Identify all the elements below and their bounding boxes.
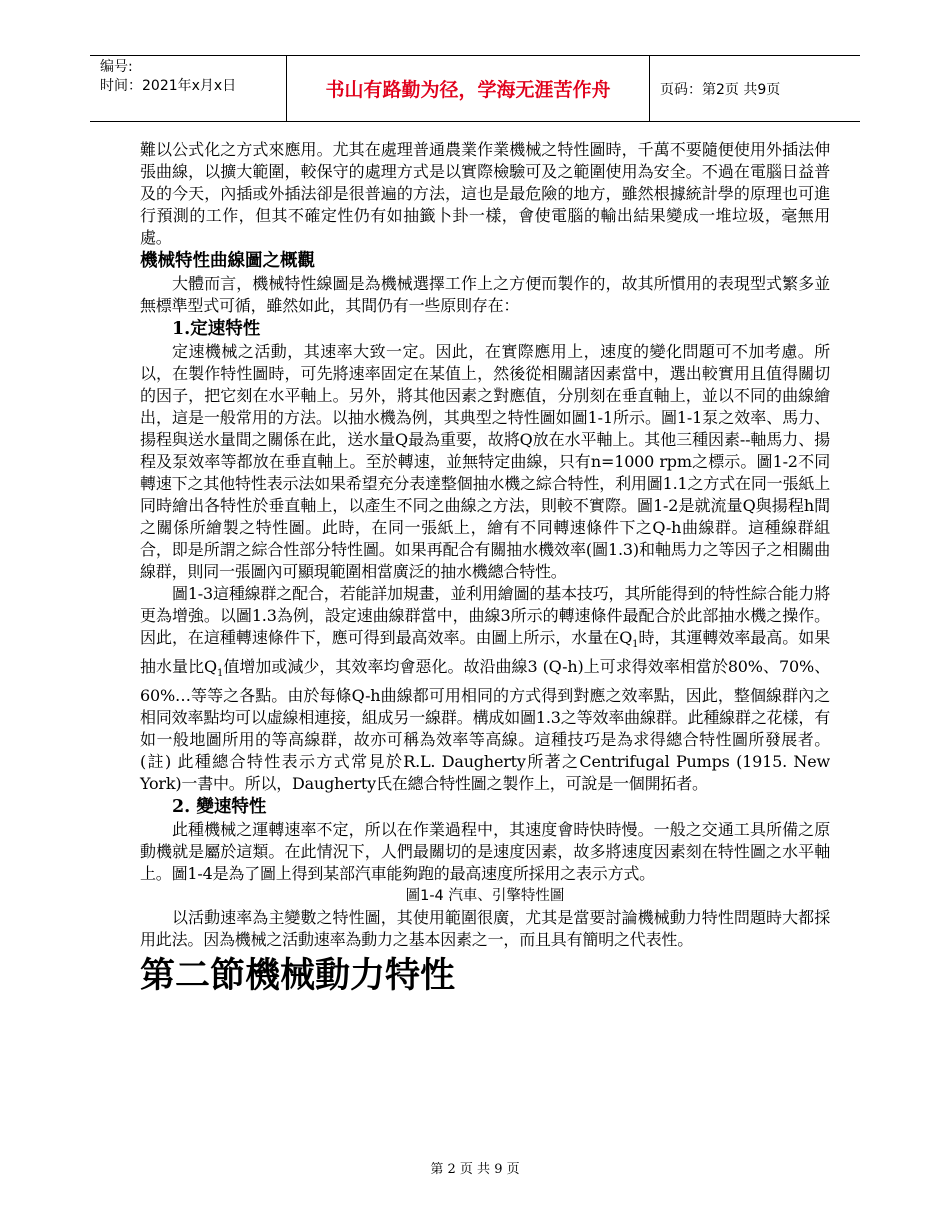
paragraph-fig13: [140, 583, 830, 795]
document-number-label: 编号:: [100, 59, 133, 75]
heading-variable-speed: 2. 變速特性: [172, 797, 267, 818]
subscript: 1: [216, 668, 224, 680]
paragraph-constant-speed: 定速機械之活動，其速率大致一定。因此，在實際應用上，速度的變化問題可不加考慮。所以，在製作特性圖時，可先將速率固定在某值上，然後從相關諸因素當中，選出較實用且值得關切的因子，把它刻在水平軸上。另外，將其他因素之對應值，分別刻在垂直軸上，並以不同的曲線繪出，這是一般常用的方法。以抽水機為例，其典型之特性圖如圖1-1所示。圖1-1泵之效率、馬力、揚程與送水量間之關係在此，送水量Q最為重要，故將Q放在水平軸上。其他三種因素--軸馬力、揚程及泵效率等都放在垂直軸上。至於轉速，並無特定曲線，只有n=1000 rpm之標示。圖1-2不同轉速下之其他特性表示法如果希望充分表達整個抽水機之綜合特性，利用圖1.1之方式在同一張紙上同時繪出各特性於垂直軸上，以產生不同之曲線之方法，則較不實際。圖1-2是就流量Q與揚程h間之關係所繪製之特性圖。此時，在同一張紙上，繪有不同轉速條件下之Q-h曲線群。這種線群組合，即是所謂之綜合性部分特性圖。如果再配合有關抽水機效率(圖1.3)和軸馬力之等因子之相關曲線群，則同一張圖內可顯現範圍相當廣泛的抽水機總合特性。: [140, 342, 830, 581]
heading-overview: 機械特性曲線圖之概觀: [140, 251, 315, 271]
header-meta: [100, 58, 285, 118]
paragraph-intro: 難以公式化之方式來應用。尤其在處理普通農業作業機械之特性圖時，千萬不要隨便使用外插法伸張曲線，以擴大範圍，較保守的處理方式是以實際檢驗可及之範圍使用為安全。不過在電腦日益普及的今天，內插或外插法卻是很普遍的方法，這也是最危險的地方，雖然根據統計學的原理也可進行預測的工作，但其不確定性仍有如抽籤卜卦一樣，會使電腦的輸出結果變成一堆垃圾，毫無用處。: [140, 140, 830, 247]
header-page-info: 页码：第2页 共9页: [660, 81, 781, 98]
figure-caption: 圖1-4 汽車、引擎特性圖: [405, 888, 565, 905]
page-footer: 第 2 页 共 9 页: [430, 1162, 520, 1177]
document-body: [140, 139, 830, 999]
page-header: [90, 55, 860, 122]
paragraph-after-figure: 以活動速率為主變數之特性圖，其使用範圍很廣，尤其是當要討論機械動力特性問題時大都採用此法。因為機械之活動速率為動力之基本因素之一，而且具有簡明之代表性。: [140, 908, 830, 950]
text-run: 圖1-3這種線群之配合，若能詳加規畫，並利用繪圖的基本技巧，其所能得到的特性綜合能力將更為增強。以圖1.3為例，設定速曲線群當中，曲線3所示的轉速條件最配合於此部抽水機之操作。因此，在這種轉速條件下，應可得到最高效率。由圖上所示，水量在Q: [140, 584, 830, 647]
header-motto: 书山有路勤为径，学海无涯苦作舟: [286, 56, 650, 121]
text-run: 時，其運轉效率最高。如果抽水量比Q: [140, 628, 830, 677]
text-run: 值增加或減少，其效率均會惡化。故沿曲線3 (Q-h)上可求得效率相當於80%、70%、60%…等等之各點。由於每條Q-h曲線都可用相同的方式得到對應之效率點，因此，整個線群內之相同效率點均可以虛線相連接，組成另一線群。構成如圖1.3之等效率曲線群。此種線群之花樣，有如一般地圖所用的等高線群，故亦可稱為效率等高線。這種技巧是為求得總合特性圖所發展者。(註) 此種總合特性表示方式常見於R.L. Daugherty所著之Centrifugal Pumps (1915. New York)一書中。所以，Daugherty氏在總合特性圖之製作上，可說是一個開拓者。: [140, 657, 830, 794]
document-date-label: 时间：2021年x月x日: [100, 78, 237, 94]
section-heading: 第二節機械動力特性: [140, 955, 456, 997]
heading-constant-speed: 1.定速特性: [172, 319, 261, 339]
subscript: 1: [632, 639, 639, 651]
paragraph-variable-speed: 此種機械之運轉速率不定，所以在作業過程中，其速度會時快時慢。一般之交通工具所備之原動機就是屬於這類。在此情況下，人們最關切的是速度因素，故多將速度因素刻在特性圖之水平軸上。圖1-4是為了圖上得到某部汽車能夠跑的最高速度所採用之表示方式。: [140, 820, 830, 884]
paragraph-overview: 大體而言，機械特性線圖是為機械選擇工作上之方便而製作的，故其所慣用的表現型式繁多並無標準型式可循，雖然如此，其間仍有一些原則存在：: [140, 274, 830, 315]
